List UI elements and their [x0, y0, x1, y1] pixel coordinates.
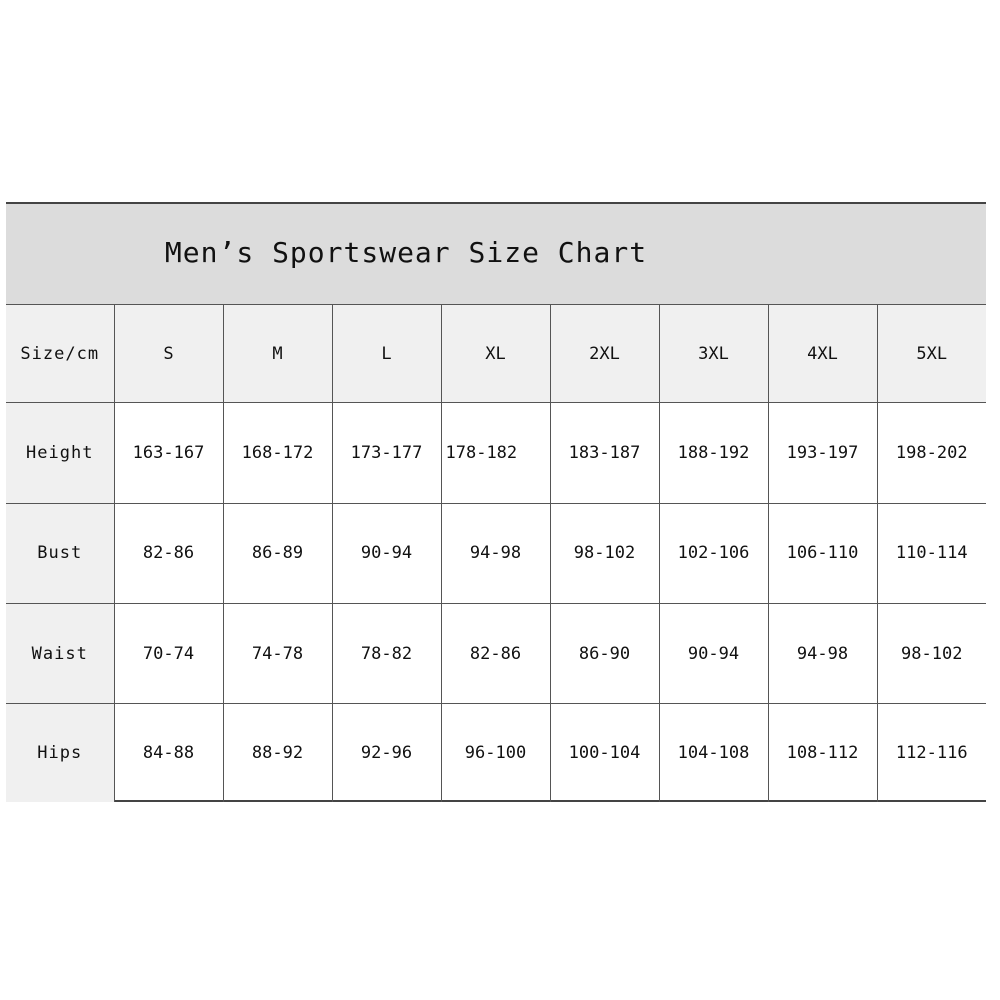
table-row: [6, 403, 986, 503]
table-cell: 98-102: [550, 503, 659, 603]
table-cell: 106-110: [768, 503, 877, 603]
table-cell: 86-90: [550, 604, 659, 704]
size-header: 2XL: [550, 305, 659, 403]
table-cell: 163-167: [114, 403, 223, 503]
table-cell: 112-116: [895, 743, 968, 764]
title-row: [6, 204, 986, 305]
table-row: [6, 503, 986, 603]
table-cell: 96-100: [441, 704, 550, 802]
table-cell: 173-177: [332, 403, 441, 503]
table-row: [6, 704, 986, 802]
table-cell: 70-74: [114, 604, 223, 704]
table-cell: 90-94: [659, 604, 768, 704]
table-cell: 104-108: [659, 704, 768, 802]
table-cell: 86-89: [223, 503, 332, 603]
table-cell: 94-98: [441, 503, 550, 603]
table-cell: 193-197: [768, 403, 877, 503]
size-table: [6, 305, 986, 802]
table-cell: 100-104: [550, 704, 659, 802]
row-label: Bust: [6, 503, 114, 603]
size-header: 5XL: [877, 305, 986, 403]
table-cell: 90-94: [332, 503, 441, 603]
row-label: Height: [6, 403, 114, 503]
table-cell: 183-187: [550, 403, 659, 503]
table-row: [6, 604, 986, 704]
size-chart: [6, 202, 986, 802]
table-cell: 74-78: [223, 604, 332, 704]
table-cell: 94-98: [768, 604, 877, 704]
table-cell: 168-172: [223, 403, 332, 503]
header-row: [6, 305, 986, 403]
table-cell: 84-88: [114, 704, 223, 802]
size-header: XL: [441, 305, 550, 403]
row-label: Hips: [6, 704, 114, 802]
table-cell: 110-114: [877, 503, 986, 603]
size-header: 4XL: [768, 305, 877, 403]
size-header: M: [223, 305, 332, 403]
table-cell: 78-82: [332, 604, 441, 704]
table-cell: 82-86: [114, 503, 223, 603]
table-cell: 178-182: [441, 403, 550, 503]
table-cell: 198-202: [877, 403, 986, 503]
chart-title: Men’s Sportswear Size Chart: [164, 236, 648, 269]
size-header: S: [114, 305, 223, 403]
table-cell: 92-96: [332, 704, 441, 802]
table-cell: 188-192: [659, 403, 768, 503]
table-cell: 98-102: [877, 604, 986, 704]
table-cell: 108-112: [768, 704, 877, 802]
table-cell: 82-86: [441, 604, 550, 704]
table-cell: 102-106: [659, 503, 768, 603]
size-header: 3XL: [659, 305, 768, 403]
row-label: Waist: [6, 604, 114, 704]
table-cell: 88-92: [223, 704, 332, 802]
size-header: L: [332, 305, 441, 403]
header-label: Size/cm: [6, 305, 114, 403]
